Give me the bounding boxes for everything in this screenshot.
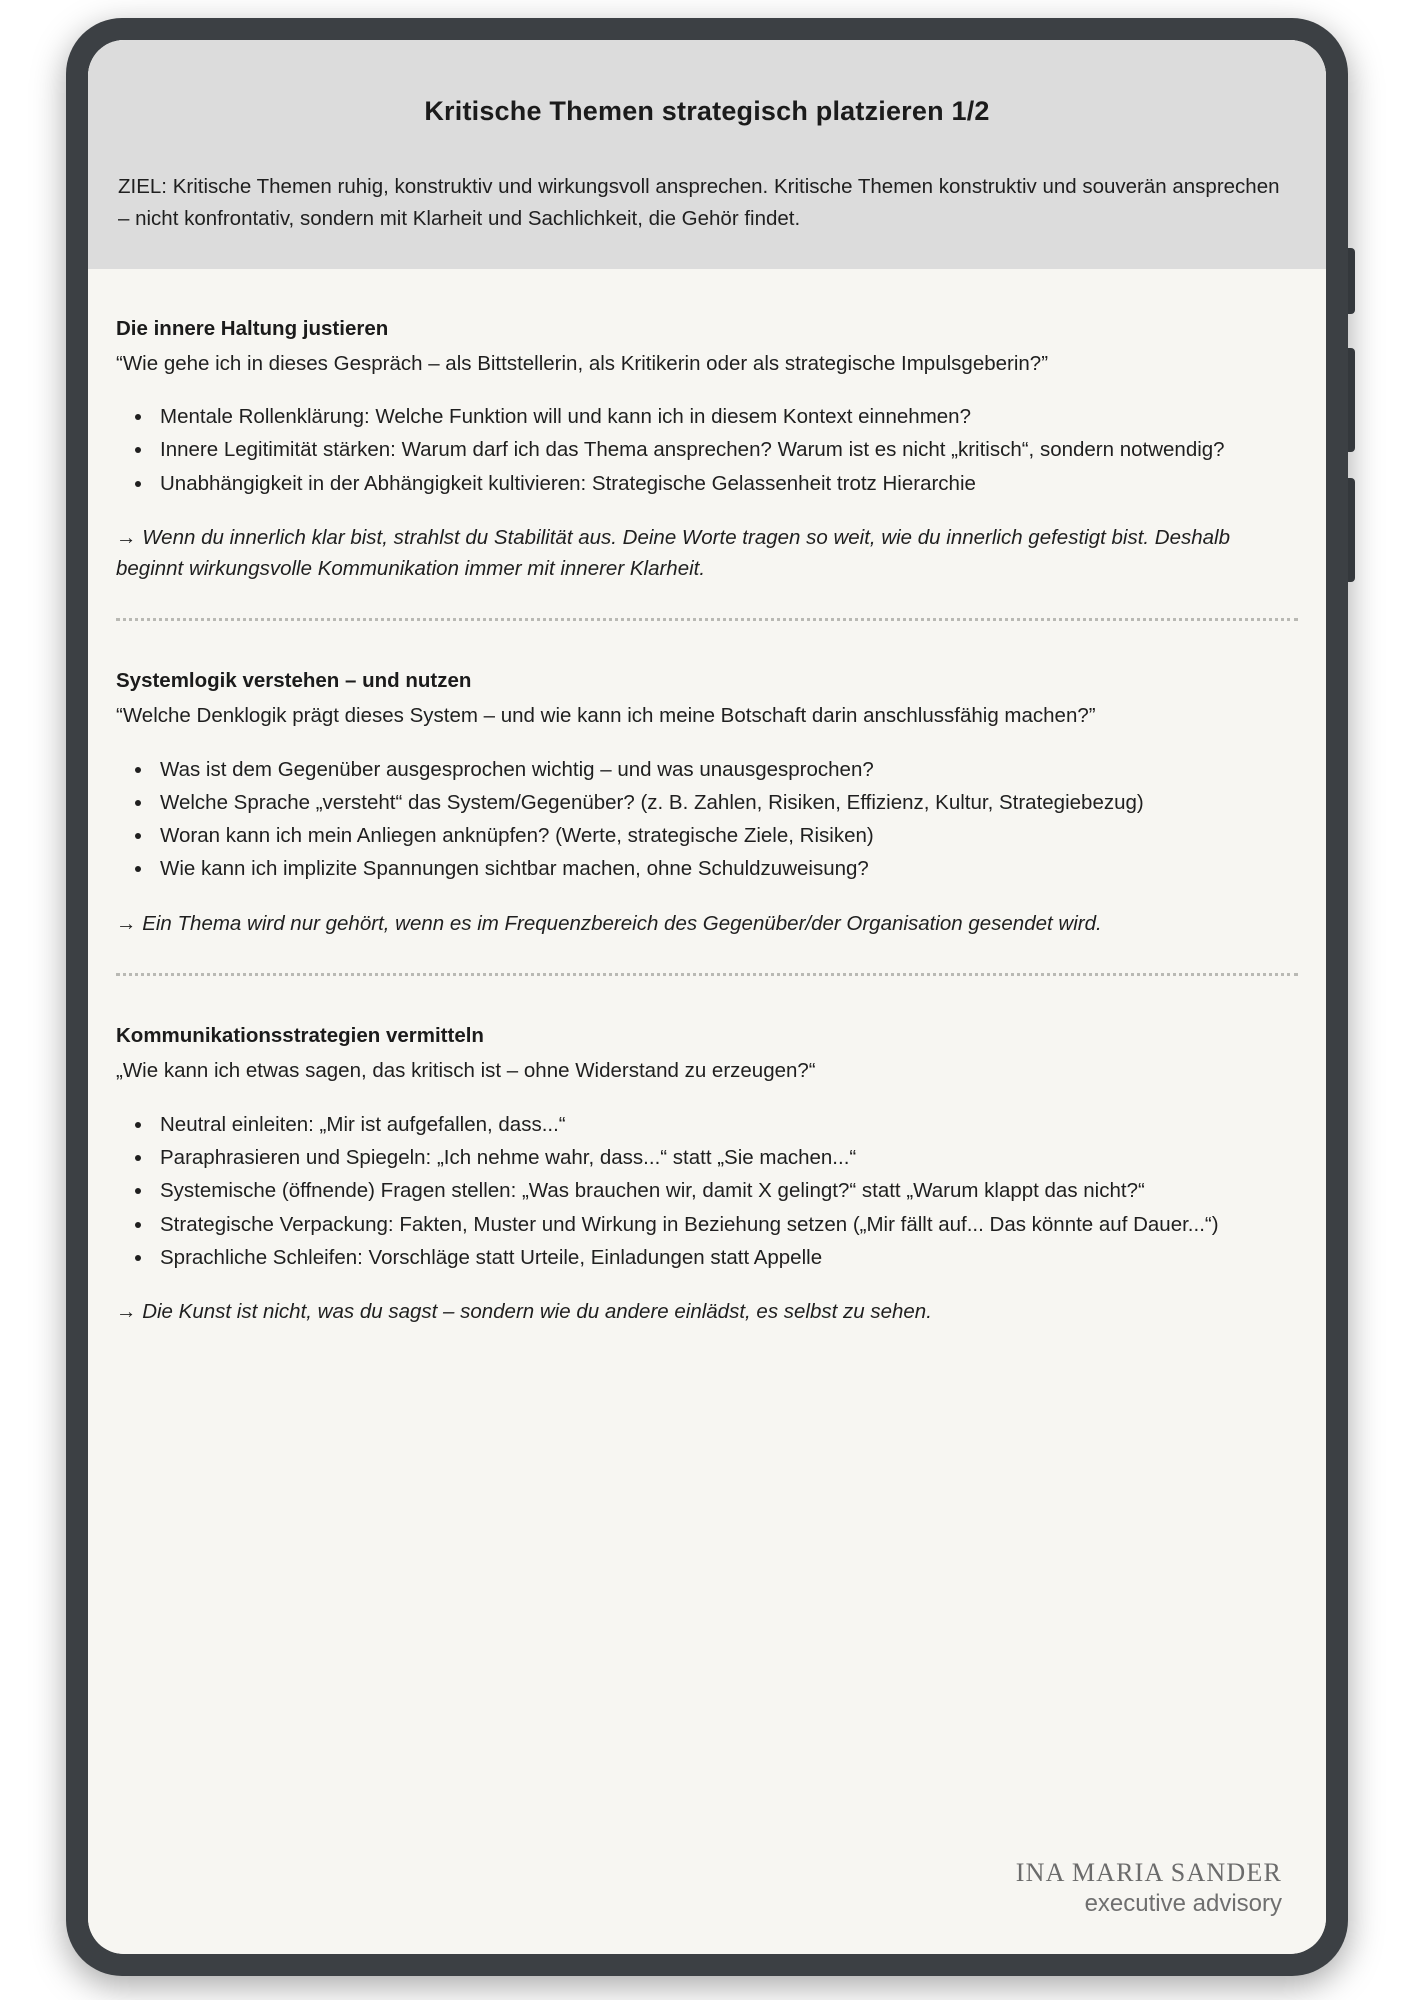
takeaway-text: Die Kunst ist nicht, was du sagst – sondern wie du andere einlädst, es selbst zu sehen. xyxy=(142,1299,932,1323)
goal-label: ZIEL: xyxy=(118,175,167,198)
section-bullet-list xyxy=(116,754,1298,885)
takeaway-text: Wenn du innerlich klar bist, strahlst du Stabilität aus. Deine Worte tragen so weit, wie du innerlich gefestigt bist. Deshalb beginnt wirkungsvolle Kommunikation immer mit innerer Klarheit. xyxy=(116,525,1231,580)
section-takeaway xyxy=(116,1297,1298,1328)
section-title: Systemlogik verstehen – und nutzen xyxy=(116,669,472,693)
slide xyxy=(88,40,1326,1954)
list-item: • Wie kann ich implizite Spannungen sichtbar machen, ohne Schuldzuweisung? xyxy=(154,853,1298,884)
section-question: “Welche Denklogik prägt dieses System – und wie kann ich meine Botschaft darin anschlussfähig machen?” xyxy=(116,704,1096,728)
brand-name: INA MARIA SANDER xyxy=(1015,1858,1282,1887)
section-kommunikationsstrategien xyxy=(116,976,1298,1361)
section-takeaway xyxy=(116,909,1298,940)
section-innere-haltung xyxy=(116,269,1298,619)
section-bullet-list xyxy=(116,401,1298,498)
list-item: • Sprachliche Schleifen: Vorschläge statt Urteile, Einladungen statt Appelle xyxy=(154,1242,1298,1273)
arrow-icon: → xyxy=(116,911,137,935)
section-title: Die innere Haltung justieren xyxy=(116,316,389,340)
list-item: • Mentale Rollenklärung: Welche Funktion will und kann ich in diesem Kontext einnehmen? xyxy=(154,401,1298,432)
goal-statement xyxy=(116,171,1298,235)
list-item: • Unabhängigkeit in der Abhängigkeit kultivieren: Strategische Gelassenheit trotz Hierarchie xyxy=(154,468,1298,499)
list-item: • Woran kann ich mein Anliegen anknüpfen? (Werte, strategische Ziele, Risiken) xyxy=(154,820,1298,851)
section-question: „Wie kann ich etwas sagen, das kritisch ist – ohne Widerstand zu erzeugen?“ xyxy=(116,1059,816,1083)
list-item: • Neutral einleiten: „Mir ist aufgefallen, dass...“ xyxy=(154,1109,1298,1140)
slide-body xyxy=(88,269,1326,1362)
goal-text: Kritische Themen ruhig, konstruktiv und wirkungsvoll ansprechen. Kritische Themen konstruktiv und souverän ansprechen – nicht konfrontativ, sondern mit Klarheit und Sachlichkeit, die Gehör findet. xyxy=(118,175,1280,230)
list-item: • Strategische Verpackung: Fakten, Muster und Wirkung in Beziehung setzen („Mir fällt auf... Das könnte auf Dauer...“) xyxy=(154,1209,1298,1240)
brand-logo xyxy=(1016,1858,1282,1918)
arrow-icon: → xyxy=(116,525,137,549)
list-item: • Paraphrasieren und Spiegeln: „Ich nehme wahr, dass...“ statt „Sie machen...“ xyxy=(154,1142,1298,1173)
arrow-icon: → xyxy=(116,1299,137,1323)
slide-header xyxy=(88,40,1326,269)
section-bullet-list xyxy=(116,1109,1298,1273)
tablet-volume-down-button[interactable] xyxy=(1348,478,1355,582)
list-item: • Was ist dem Gegenüber ausgesprochen wichtig – und was unausgesprochen? xyxy=(154,754,1298,785)
page-title: Kritische Themen strategisch platzieren 1/2 xyxy=(424,96,990,126)
list-item: • Welche Sprache „versteht“ das System/Gegenüber? (z. B. Zahlen, Risiken, Effizienz, Kultur, Strategiebezug) xyxy=(154,787,1298,818)
list-item: • Systemische (öffnende) Fragen stellen: „Was brauchen wir, damit X gelingt?“ statt „Warum klappt das nicht?“ xyxy=(154,1175,1298,1206)
section-question: “Wie gehe ich in dieses Gespräch – als Bittstellerin, als Kritikerin oder als strategische Impulsgeberin?” xyxy=(116,351,1049,375)
tablet-frame xyxy=(66,18,1348,1976)
takeaway-text: Ein Thema wird nur gehört, wenn es im Frequenzbereich des Gegenüber/der Organisation gesendet wird. xyxy=(142,911,1102,935)
tablet-volume-up-button[interactable] xyxy=(1348,348,1355,452)
tablet-screen xyxy=(88,40,1326,1954)
tablet-side-button-top[interactable] xyxy=(1348,248,1355,314)
section-takeaway xyxy=(116,523,1298,585)
section-systemlogik xyxy=(116,621,1298,973)
list-item: • Innere Legitimität stärken: Warum darf ich das Thema ansprechen? Warum ist es nicht „kritisch“, sondern notwendig? xyxy=(154,434,1298,465)
brand-tagline: executive advisory xyxy=(1084,1890,1282,1917)
section-title: Kommunikationsstrategien vermitteln xyxy=(116,1024,484,1048)
